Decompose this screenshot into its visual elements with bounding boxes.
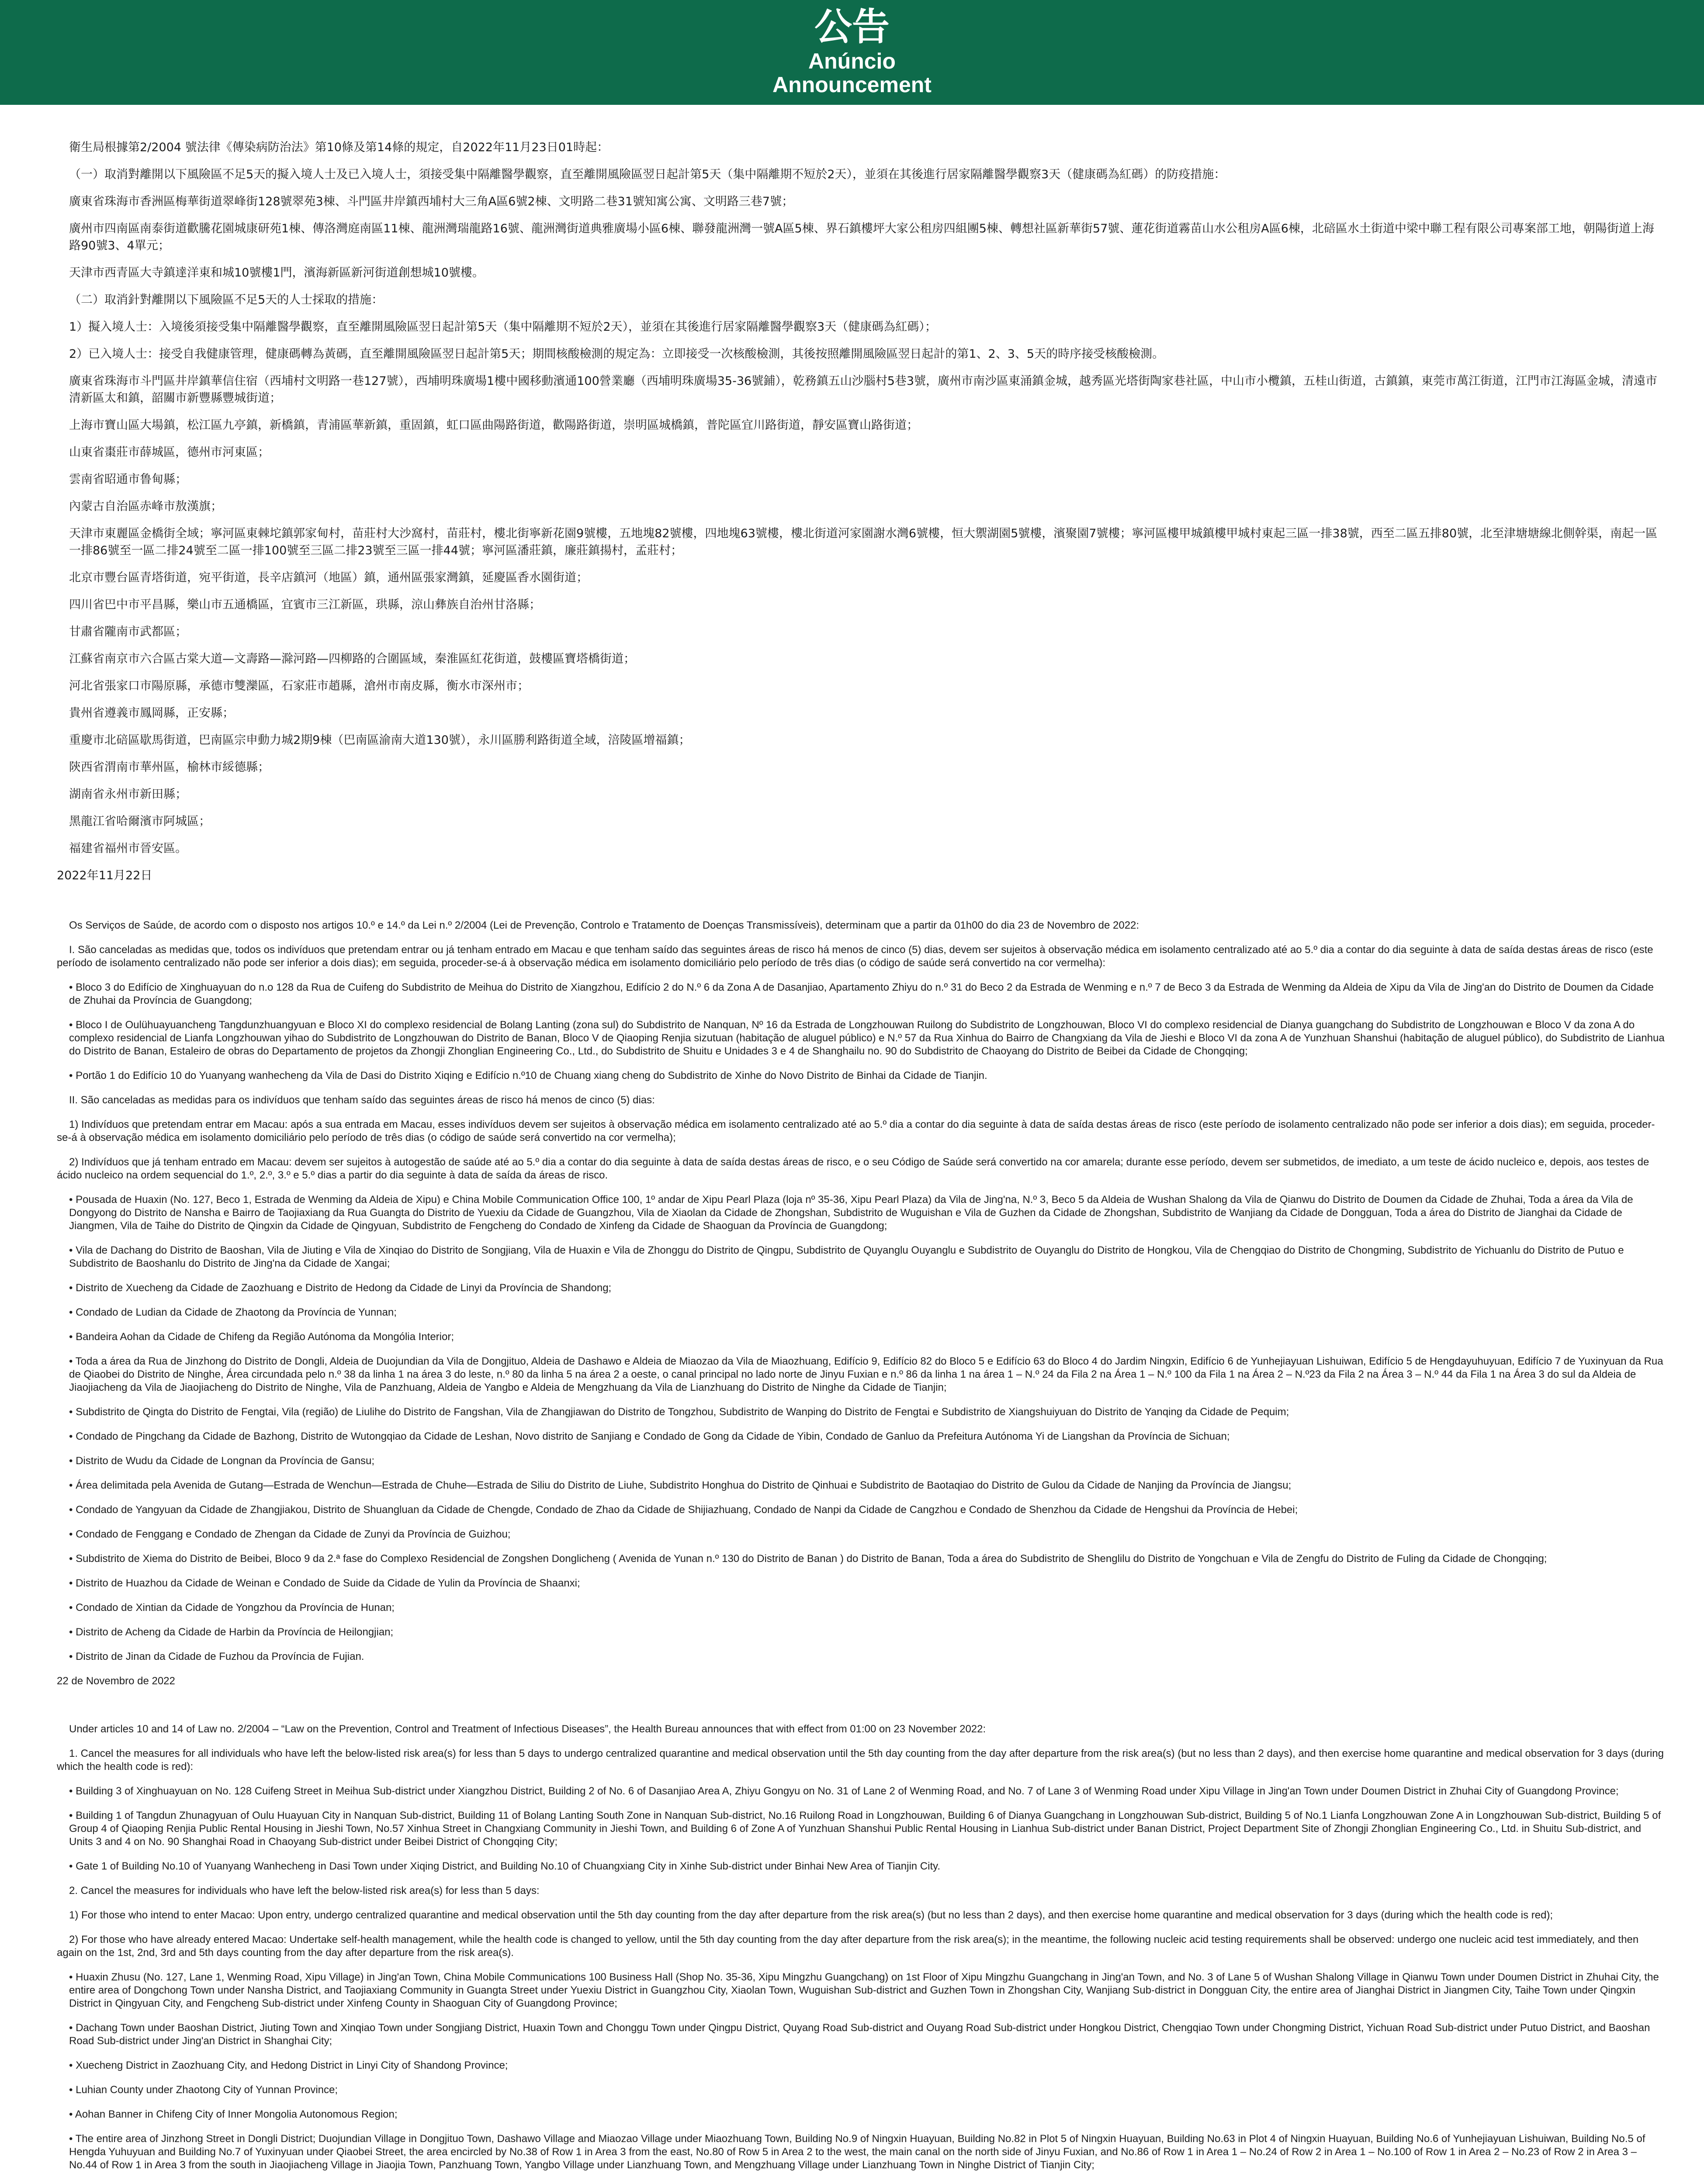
en-measure-2: 2. Cancel the measures for individuals who have left the below-listed risk area(s) for less than 5 days: [69, 1885, 540, 1897]
zh-item: 北京市豐台區青塔街道，宛平街道，長辛店鎮河（地區）鎮，通州區張家灣鎮，延慶區香水園街道； [69, 571, 588, 584]
pt-item: • Distrito de Jinan da Cidade de Fuzhou da Província de Fujian. [69, 1651, 364, 1662]
en-item: • Gate 1 of Building No.10 of Yuanyang Wanhecheng in Dasi Town under Xiqing District, and Building No.10 of Chuangxiang City in Xinhe Sub-district under Binhai New Area of Tianjin City. [69, 1860, 941, 1872]
zh-item: 湖南省永州市新田縣； [69, 788, 187, 801]
en-measure-2a: 1) For those who intend to enter Macao: Upon entry, undergo centralized quarantine and medical observation until the 5th day counting from the day after departure from the risk area(s) (but no less than 2 days), and then exercise home quarantine and medical observation for 3 days (during which the health code is red); [69, 1909, 1553, 1921]
pt-date: 22 de Novembro de 2022 [57, 1675, 175, 1687]
zh-item: 天津市西青區大寺鎮達洋東和城10號樓1門，濱海新區新河街道創想城10號樓。 [69, 266, 484, 280]
pt-item: • Subdistrito de Qingta do Distrito de Fengtai, Vila (região) de Liulihe do Distrito de Fangshan, Vila de Zhangjiawan do Distrito de Tongzhou, Subdistrito de Wanping do Distrito de Fengtai e Subdistrito de Xiangshuiyuan do Distrito de Yanqing da Cidade de Pequim; [69, 1406, 1289, 1418]
pt-item: • Condado de Yangyuan da Cidade de Zhangjiakou, Distrito de Shuangluan da Cidade de Chengde, Condado de Zhao da Cidade de Shijiazhuang, Condado de Nanpi da Cidade de Cangzhou e Condado de Shenzhou da Cidade de Hengshui da Província de Hebei; [69, 1504, 1298, 1516]
zh-item: 廣州市四南區南泰街道歡騰花園城康研苑1棟、傳洛灣庭南區11棟、龍洲灣瑞龍路16號、龍洲灣街道典雅廣場小區6棟、聯發龍洲灣一號A區5棟、界石鎮樓坪大家公租房四組團5棟、轉想社區新華街57號、蓮花街道霧苗山水公租房A區6棟，北碚區水土街道中梁中聯工程有限公司專案部工地，朝陽街道上海路90號3、4單元； [69, 222, 1654, 252]
pt-measure-2: II. São canceladas as medidas para os indivíduos que tenham saído das seguintes áreas de risco há menos de cinco (5) dias: [69, 1094, 655, 1106]
pt-item: • Toda a área da Rua de Jinzhong do Distrito de Dongli, Aldeia de Duojundian da Vila de Dongjituo, Aldeia de Dashawo e Aldeia de Miaozao da Vila de Miaozhuang, Edifício 9, Edifício 82 do Bloco 5 e Edifício 63 do Bloco 4 do Jardim Ningxin, Edifício 6 de Yunhejiayuan Lishuiwan, Edifício 5 de Hengdayuhuyuan, Edifício 7 de Yuxinyuan da Rua de Qiaobei do Distrito de Ninghe, Área circundada pelo n.º 38 da linha 1 na área 3 do leste, n.º 80 da linha 5 na área 2 a oeste, o canal principal no lado norte de Jinyu Fuxian e n.º 86 da linha 1 na área 1 – N.º 24 da Fila 2 na Área 1 – N.º 100 da Fila 1 na Área 2 – N.º23 da Fila 2 na Área 3 – N.º 44 da Fila 1 na Área 3 do sul da Aldeia de Jiaojiacheng da Vila de Jiaojiacheng do Distrito de Ninghe, Vila de Panzhuang, Aldeia de Yangbo e Aldeia de Mengzhuang da Vila de Lianzhuang do Distrito de Ninghe da Cidade de Tianjin; [69, 1355, 1663, 1393]
zh-item: 天津市東麗區金橋街全域；寧河區東棘坨鎮郭家甸村，苗莊村大沙窩村，苗莊村，樓北街寧新花園9號樓，五地塊82號樓，四地塊63號樓，樓北街道河家園謝水灣6號樓，恒大禦湖園5號樓，濱聚園7號樓；寧河區樓甲城鎮樓甲城村東起三區一排38號，西至二區五排80號，北至津塘塘線北側幹渠，南起一區一排86號至一區二排24號至二區一排100號至三區二排23號至三區一排44號；寧河區潘莊鎮，廉莊鎮揚村，孟莊村； [69, 527, 1658, 557]
en-item: • Xuecheng District in Zaozhuang City, and Hedong District in Linyi City of Shandong Province; [69, 2060, 508, 2071]
en-item: • Building 1 of Tangdun Zhunagyuan of Oulu Huayuan City in Nanquan Sub-district, Building 11 of Bolang Lanting South Zone in Nanquan Sub-district, No.16 Ruilong Road in Longzhouwan, Building 6 of Dianya Guangchang in Longzhouwan Sub-district, Building 5 of No.1 Lianfa Longzhouwan Zone A in Longzhouwan Sub-district, Building 5 of Group 4 of Qiaoping Renjia Public Rental Housing in Jieshi Town, No.57 Xinhua Street in Changxiang Community in Jieshi Town, and Building 6 of Zone A of Yunzhuan Shanshui Public Rental Housing in Lianhua Sub-district under Banan District, Project Department Site of Zhongji Zhonglian Engineering Co., Ltd. in Shuitu Sub-district, and Units 3 and 4 on No. 90 Shanghai Road in Chaoyang Sub-district under Beibei District of Chongqing City; [69, 1810, 1661, 1848]
zh-measure-2: （二）取消針對離開以下風險區不足5天的人士採取的措施： [69, 293, 384, 307]
pt-item: • Portão 1 do Edifício 10 do Yuanyang wanhecheng da Vila de Dasi do Distrito Xiqing e Edifício n.º10 de Chuang xiang cheng do Subdistrito de Xinhe do Novo Distrito de Binhai da Cidade de Tianjin. [69, 1070, 987, 1082]
title-zh: 公告 [814, 5, 890, 49]
announcement-header [0, 0, 1704, 105]
en-item: • The entire area of Jinzhong Street in Dongli District; Duojundian Village in Dongjituo Town, Dashawo Village and Miaozao Village under Miaozhuang Town, Building No.9 of Ningxin Huayuan, Building No.82 in Plot 5 of Ningxin Huayuan, Building No.63 in Plot 4 of Ningxin Huayuan, Building No.6 of Yunhejiayuan Lishuiwan, Building No.5 of Hengda Yuhuyuan and Building No.7 of Yuxinyuan under Qiaobei Street, the area encircled by No.38 of Row 1 in Area 3 from the east, No.80 of Row 5 in Area 2 to the west, the main canal on the north side of Jinyu Fuxian, and No.86 of Row 1 in Area 1 – No.24 of Row 2 in Area 1 – No.100 of Row 1 in Area 2 – No.23 of Row 2 in Area 3 – No.44 of Row 1 in Area 3 from the south in Jiaojiacheng Village in Jiaojia Town, Panzhuang Town, Yangbo Village under Lianzhuang Town, and Mengzhuang Village under Lianzhuang Town in Ninghe District of Tianjin City; [69, 2133, 1645, 2171]
zh-item: 貴州省遵義市鳳岡縣，正安縣； [69, 706, 234, 720]
zh-item: 河北省張家口市陽原縣，承德市雙灤區，石家莊市趙縣，滄州市南皮縣，衡水市深州市； [69, 679, 529, 693]
pt-measure-1: I. São canceladas as medidas que, todos os indivíduos que pretendam entrar ou já tenham entrado em Macau e que tenham saído das seguintes áreas de risco há menos de cinco (5) dias, devem ser sujeitos à observação médica em isolamento centralizado até ao 5.º dia a contar do dia seguinte à data de saída destas áreas de risco (este período de isolamento centralizado não pode ser inferior a dois dias); em seguida, proceder-se-á à observação médica em isolamento domiciliário pelo período de três dias (o código de saúde será convertido na cor vermelha): [57, 944, 1653, 969]
portuguese-section [57, 919, 1665, 1688]
zh-item: 甘肅省隴南市武都區； [69, 625, 187, 639]
pt-item: • Condado de Pingchang da Cidade de Bazhong, Distrito de Wutongqiao da Cidade de Leshan, Novo distrito de Sanjiang e Condado de Gong da Cidade de Yibin, Condado de Ganluo da Prefeitura Autónoma Yi de Liangshan da Província de Sichuan; [69, 1431, 1230, 1442]
pt-item: • Distrito de Xuecheng da Cidade de Zaozhuang e Distrito de Hedong da Cidade de Linyi da Província de Shandong; [69, 1282, 612, 1294]
chinese-section [57, 139, 1665, 884]
zh-item: 江蘇省南京市六合區古棠大道—文壽路—滁河路—四柳路的合圍區域，秦淮區紅花街道，鼓樓區寶塔橋街道； [69, 652, 635, 666]
en-intro: Under articles 10 and 14 of Law no. 2/2004 – “Law on the Prevention, Control and Treatment of Infectious Diseases”, the Health Bureau announces that with effect from 01:00 on 23 November 2022: [69, 1723, 986, 1735]
zh-item: 雲南省昭通市鲁甸縣； [69, 473, 187, 486]
pt-item: • Distrito de Acheng da Cidade de Harbin da Província de Heilongjian; [69, 1626, 394, 1638]
en-item: • Aohan Banner in Chifeng City of Inner Mongolia Autonomous Region; [69, 2108, 398, 2120]
en-item: • Building 3 of Xinghuayuan on No. 128 Cuifeng Street in Meihua Sub-district under Xiangzhou District, Building 2 of No. 6 of Dasanjiao Area A, Zhiyu Gongyu on No. 31 of Lane 2 of Wenming Road, and No. 7 of Lane 3 of Wenming Road under Xipu Village in Jing'an Town under Doumen District in Zhuhai City of Guangdong Province; [69, 1785, 1619, 1797]
pt-item: • Área delimitada pela Avenida de Gutang—Estrada de Wenchun—Estrada de Chuhe—Estrada de Siliu do Distrito de Liuhe, Subdistrito Honghua do Distrito de Qinhuai e Subdistrito de Baotaqiao do Distrito de Gulou da Cidade de Nanjing da Província de Jiangsu; [69, 1479, 1292, 1491]
zh-item: 福建省福州市晉安區。 [69, 842, 187, 855]
en-measure-1: 1. Cancel the measures for all individuals who have left the below-listed risk area(s) for less than 5 days to undergo centralized quarantine and medical observation until the 5th day counting from the day after departure from the risk area(s) (but no less than 2 days), and then exercise home quarantine and medical observation for 3 days (during which the health code is red): [57, 1748, 1664, 1773]
en-measure-2b: 2) For those who have already entered Macao: Undertake self-health management, while the health code is changed to yellow, until the 5th day counting from the day after departure from the risk area(s); in the meantime, the following nucleic acid testing requirements shall be observed: undergo one nucleic acid test immediately, and then again on the 1st, 2nd, 3rd and 5th days counting from the day after departure from the risk area(s). [57, 1934, 1639, 1959]
pt-item: • Bloco 3 do Edifício de Xinghuayuan do n.o 128 da Rua de Cuifeng do Subdistrito de Meihua do Distrito de Xiangzhou, Edifício 2 do N.º 6 da Zona A de Dasanjiao, Apartamento Zhiyu do n.º 31 do Beco 2 da Estrada de Wenming e n.º 7 de Beco 3 da Estrada de Wenming da Aldeia de Xipu da Vila de Jing'an do Distrito de Doumen da Cidade de Zhuhai da Província de Guangdong; [69, 981, 1654, 1006]
pt-measure-2a: 1) Indivíduos que pretendam entrar em Macau: após a sua entrada em Macau, esses indivíduos devem ser sujeitos à observação médica em isolamento centralizado até ao 5.º dia a contar do dia seguinte à data de saída destas áreas de risco (este período de isolamento centralizado não pode ser inferior a dois dias); em seguida, proceder-se-á à observação médica em isolamento domiciliário pelo período de três dias (o código de saúde será convertido na cor vermelha); [57, 1119, 1655, 1144]
zh-item: 陝西省渭南市華州區，榆林市綏德縣； [69, 760, 270, 774]
pt-item: • Condado de Xintian da Cidade de Yongzhou da Província de Hunan; [69, 1602, 395, 1614]
en-item: • Luhian County under Zhaotong City of Yunnan Province; [69, 2084, 338, 2096]
pt-item: • Bloco I de Oulühuayuancheng Tangdunzhuangyuan e Bloco XI do complexo residencial de Bolang Lanting (zona sul) do Subdistrito de Nanquan, Nº 16 da Estrada de Longzhouwan Ruilong do Subdistrito de Longzhouwan, Bloco VI do complexo residencial de Dianya guangchang do Subdistrito de Longzhouwan e Bloco V da zona A do complexo residencial de Lianfa Longzhouwan yihao do Subdistrito de Longzhouwan do Distrito de Banan, Bloco V de Qiaoping Renjia sizutuan (habitação de aluguel público) e N.º 57 da Rua Xinhua do Bairro de Changxiang da Vila de Jieshi e Bloco VI da zona A de Yunzhuan Shanshui (habitação de aluguel público), do Subdistrito de Lianhua do Distrito de Banan, Estaleiro de obras do Departamento de projetos da Zhongji Zhonglian Engineering Co., Ltd., do Subdistrito de Shuitu e Unidades 3 e 4 de Shanghailu no. 90 do Subdistrito de Chaoyang do Distrito de Beibei da Cidade de Chongqing; [69, 1019, 1665, 1057]
zh-item: 廣東省珠海市斗門區井岸鎮華信住宿（西埔村文明路一巷127號），西埔明珠廣場1樓中國移動濱通100營業廳（西埔明珠廣場35-36號鋪），乾務鎮五山沙腦村5巷3號，廣州市南沙區東涌鎮金城，越秀區光塔街陶家巷社區，中山市小欖鎮，五桂山街道，古鎮鎮，東莞市萬江街道，江門市江海區金城，清遠市清新區太和鎮，韶關市新豐縣豐城街道； [69, 374, 1658, 405]
pt-item: • Bandeira Aohan da Cidade de Chifeng da Região Autónoma da Mongólia Interior; [69, 1331, 454, 1343]
announcement-body [57, 139, 1665, 2184]
zh-item: 山東省棗莊市薛城區，德州市河東區； [69, 446, 270, 459]
pt-item: • Subdistrito de Xiema do Distrito de Beibei, Bloco 9 da 2.ª fase do Complexo Residencial de Zongshen Donglicheng ( Avenida de Yunan n.º 130 do Distrito de Banan ) do Distrito de Banan, Toda a área do Subdistrito de Shenglilu do Distrito de Yongchuan e Vila de Zengfu do Distrito de Fuling da Cidade de Chongqing; [69, 1553, 1547, 1565]
zh-item: 四川省巴中市平昌縣，樂山市五通橋區，宜賓市三江新區，珙縣，涼山彝族自治州甘洛縣； [69, 598, 541, 612]
title-pt: Anúncio [808, 49, 896, 73]
zh-item: 廣東省珠海市香洲區梅華街道翠峰街128號翠苑3棟、斗門區井岸鎮西埔村大三角A區6號2棟、文明路二巷31號知寓公寓、文明路三巷7號； [69, 195, 794, 208]
pt-item: • Distrito de Wudu da Cidade de Longnan da Província de Gansu; [69, 1455, 375, 1467]
zh-item: 黑龍江省哈爾濱市阿城區； [69, 815, 211, 828]
zh-measure-2a: 1）擬入境人士：入境後須接受集中隔離醫學觀察，直至離開風險區翌日起計第5天（集中隔離期不短於2天），並須在其後進行居家隔離醫學觀察3天（健康碼為紅碼）； [69, 320, 937, 334]
zh-item: 重慶市北碚區歇馬街道，巴南區宗申動力城2期9棟（巴南區渝南大道130號），永川區勝利路街道全域，涪陵區增福鎮； [69, 733, 691, 747]
zh-measure-2b: 2）已入境人士：接受自我健康管理，健康碼轉為黃碼，直至離開風險區翌日起計第5天；期間核酸檢測的規定為：立即接受一次核酸檢測，其後按照離開風險區翌日起計的第1、2、3、5天的時序接受核酸檢測。 [69, 347, 1164, 361]
pt-item: • Condado de Ludian da Cidade de Zhaotong da Província de Yunnan; [69, 1306, 397, 1318]
zh-item: 內蒙古自治區赤峰市敖漢旗； [69, 500, 222, 513]
pt-item: • Vila de Dachang do Distrito de Baoshan, Vila de Jiuting e Vila de Xinqiao do Distrito de Songjiang, Vila de Huaxin e Vila de Zhonggu do Distrito de Qingpu, Subdistrito de Quyanglu Ouyanglu e Subdistrito de Ouyanglu do Distrito de Hongkou, Vila de Chengqiao do Distrito de Chongming, Subdistrito de Yichuanlu do Distrito de Putuo e Subdistrito de Baoshanlu do Distrito de Jing'na da Cidade de Xangai; [69, 1244, 1624, 1269]
pt-measure-2b: 2) Indivíduos que já tenham entrado em Macau: devem ser sujeitos à autogestão de saúde até ao 5.º dia a contar do dia seguinte à data de saída destas áreas de risco, e o seu Código de Saúde será convertido na cor amarela; durante esse período, devem ser submetidos, de imediato, a um teste de ácido nucleico e, depois, aos testes de ácido nucleico na ordem sequencial do 1.º, 2.º, 3.º e 5.º dias a partir do dia seguinte à data de saída da áreas de risco. [57, 1156, 1649, 1181]
en-item: • Huaxin Zhusu (No. 127, Lane 1, Wenming Road, Xipu Village) in Jing'an Town, China Mobile Communications 100 Business Hall (Shop No. 35-36, Xipu Mingzhu Guangchang) on 1st Floor of Xipu Mingzhu Guangchang in Jing'an Town, and No. 3 of Lane 5 of Wushan Shalong Village in Qianwu Town under Doumen District in Zhuhai City, the entire area of Dongchong Town under Nansha District, and Taojiaxiang Community in Guangta Street under Yuexiu District in Guangzhou City, Xiaolan Town, Wuguishan Sub-district and Guzhen Town in Zhongshan City, Wanjiang Sub-district in Dongguan City, the entire area of Jianghai District in Jiangmen City, Taihe Town under Qingxin District in Qingyuan City, and Fengcheng Sub-district under Xinfeng County in Shaoguan City of Guangdong Province; [69, 1971, 1659, 2009]
en-item: • Dachang Town under Baoshan District, Jiuting Town and Xinqiao Town under Songjiang District, Huaxin Town and Chonggu Town under Qingpu District, Quyang Road Sub-district and Ouyang Road Sub-district under Hongkou District, Chengqiao Town under Chongming District, Yichuan Road Sub-district under Putuo District, and Baoshan Road Sub-district under Jing'an District in Shanghai City; [69, 2022, 1650, 2047]
pt-item: • Pousada de Huaxin (No. 127, Beco 1, Estrada de Wenming da Aldeia de Xipu) e China Mobile Communication Office 100, 1º andar de Xipu Pearl Plaza (loja nº 35-36, Xipu Pearl Plaza) da Vila de Jing'na, N.º 3, Beco 5 da Aldeia de Wushan Shalong da Vila de Qianwu do Distrito de Doumen da Cidade de Zhuhai, Toda a área da Vila de Dongyong do Distrito de Nansha e Bairro de Taojiaxiang da Rua Guangta do Distrito de Yuexiu da Cidade de Guangzhou, Vila de Xiaolan da Cidade de Zhongshan, Subdistrito de Wuguishan e Vila de Guzhen da Cidade de Zhongshan, Subdistrito de Wanjiang da Cidade de Dongguan, Toda a área do Distrito de Jianghai da Cidade de Jiangmen, Vila de Taihe do Distrito de Qingxin da Cidade de Qingyuan, Subdistrito de Fengcheng do Condado de Xinfeng da Cidade de Shaoguan da Província de Guangdong; [69, 1194, 1633, 1232]
pt-intro: Os Serviços de Saúde, de acordo com o disposto nos artigos 10.º e 14.º da Lei n.º 2/2004 (Lei de Prevenção, Controlo e Tratamento de Doenças Transmissíveis), determinam que a partir da 01h00 do dia 23 de Novembro de 2022: [69, 919, 1139, 931]
english-section [57, 1723, 1665, 2184]
zh-intro: 衛生局根據第2/2004 號法律《傳染病防治法》第10條及第14條的規定，自2022年11月23日01時起： [69, 141, 609, 154]
zh-date: 2022年11月22日 [57, 869, 152, 882]
zh-measure-1: （一）取消對離開以下風險區不足5天的擬入境人士及已入境人士，須接受集中隔離醫學觀察，直至離開風險區翌日起計第5天（集中隔離期不短於2天），並須在其後進行居家隔離醫學觀察3天（健康碼為紅碼）的防疫措施： [69, 168, 1226, 181]
pt-item: • Distrito de Huazhou da Cidade de Weinan e Condado de Suide da Cidade de Yulin da Província de Shaanxi; [69, 1577, 580, 1589]
zh-item: 上海市寶山區大場鎮，松江區九亭鎮，新橋鎮，青浦區華新鎮，重固鎮，虹口區曲陽路街道，歡陽路街道，崇明區城橋鎮，普陀區宜川路街道，靜安區寶山路街道； [69, 418, 918, 432]
pt-item: • Condado de Fenggang e Condado de Zhengan da Cidade de Zunyi da Província de Guizhou; [69, 1528, 511, 1540]
title-en: Announcement [772, 73, 932, 97]
